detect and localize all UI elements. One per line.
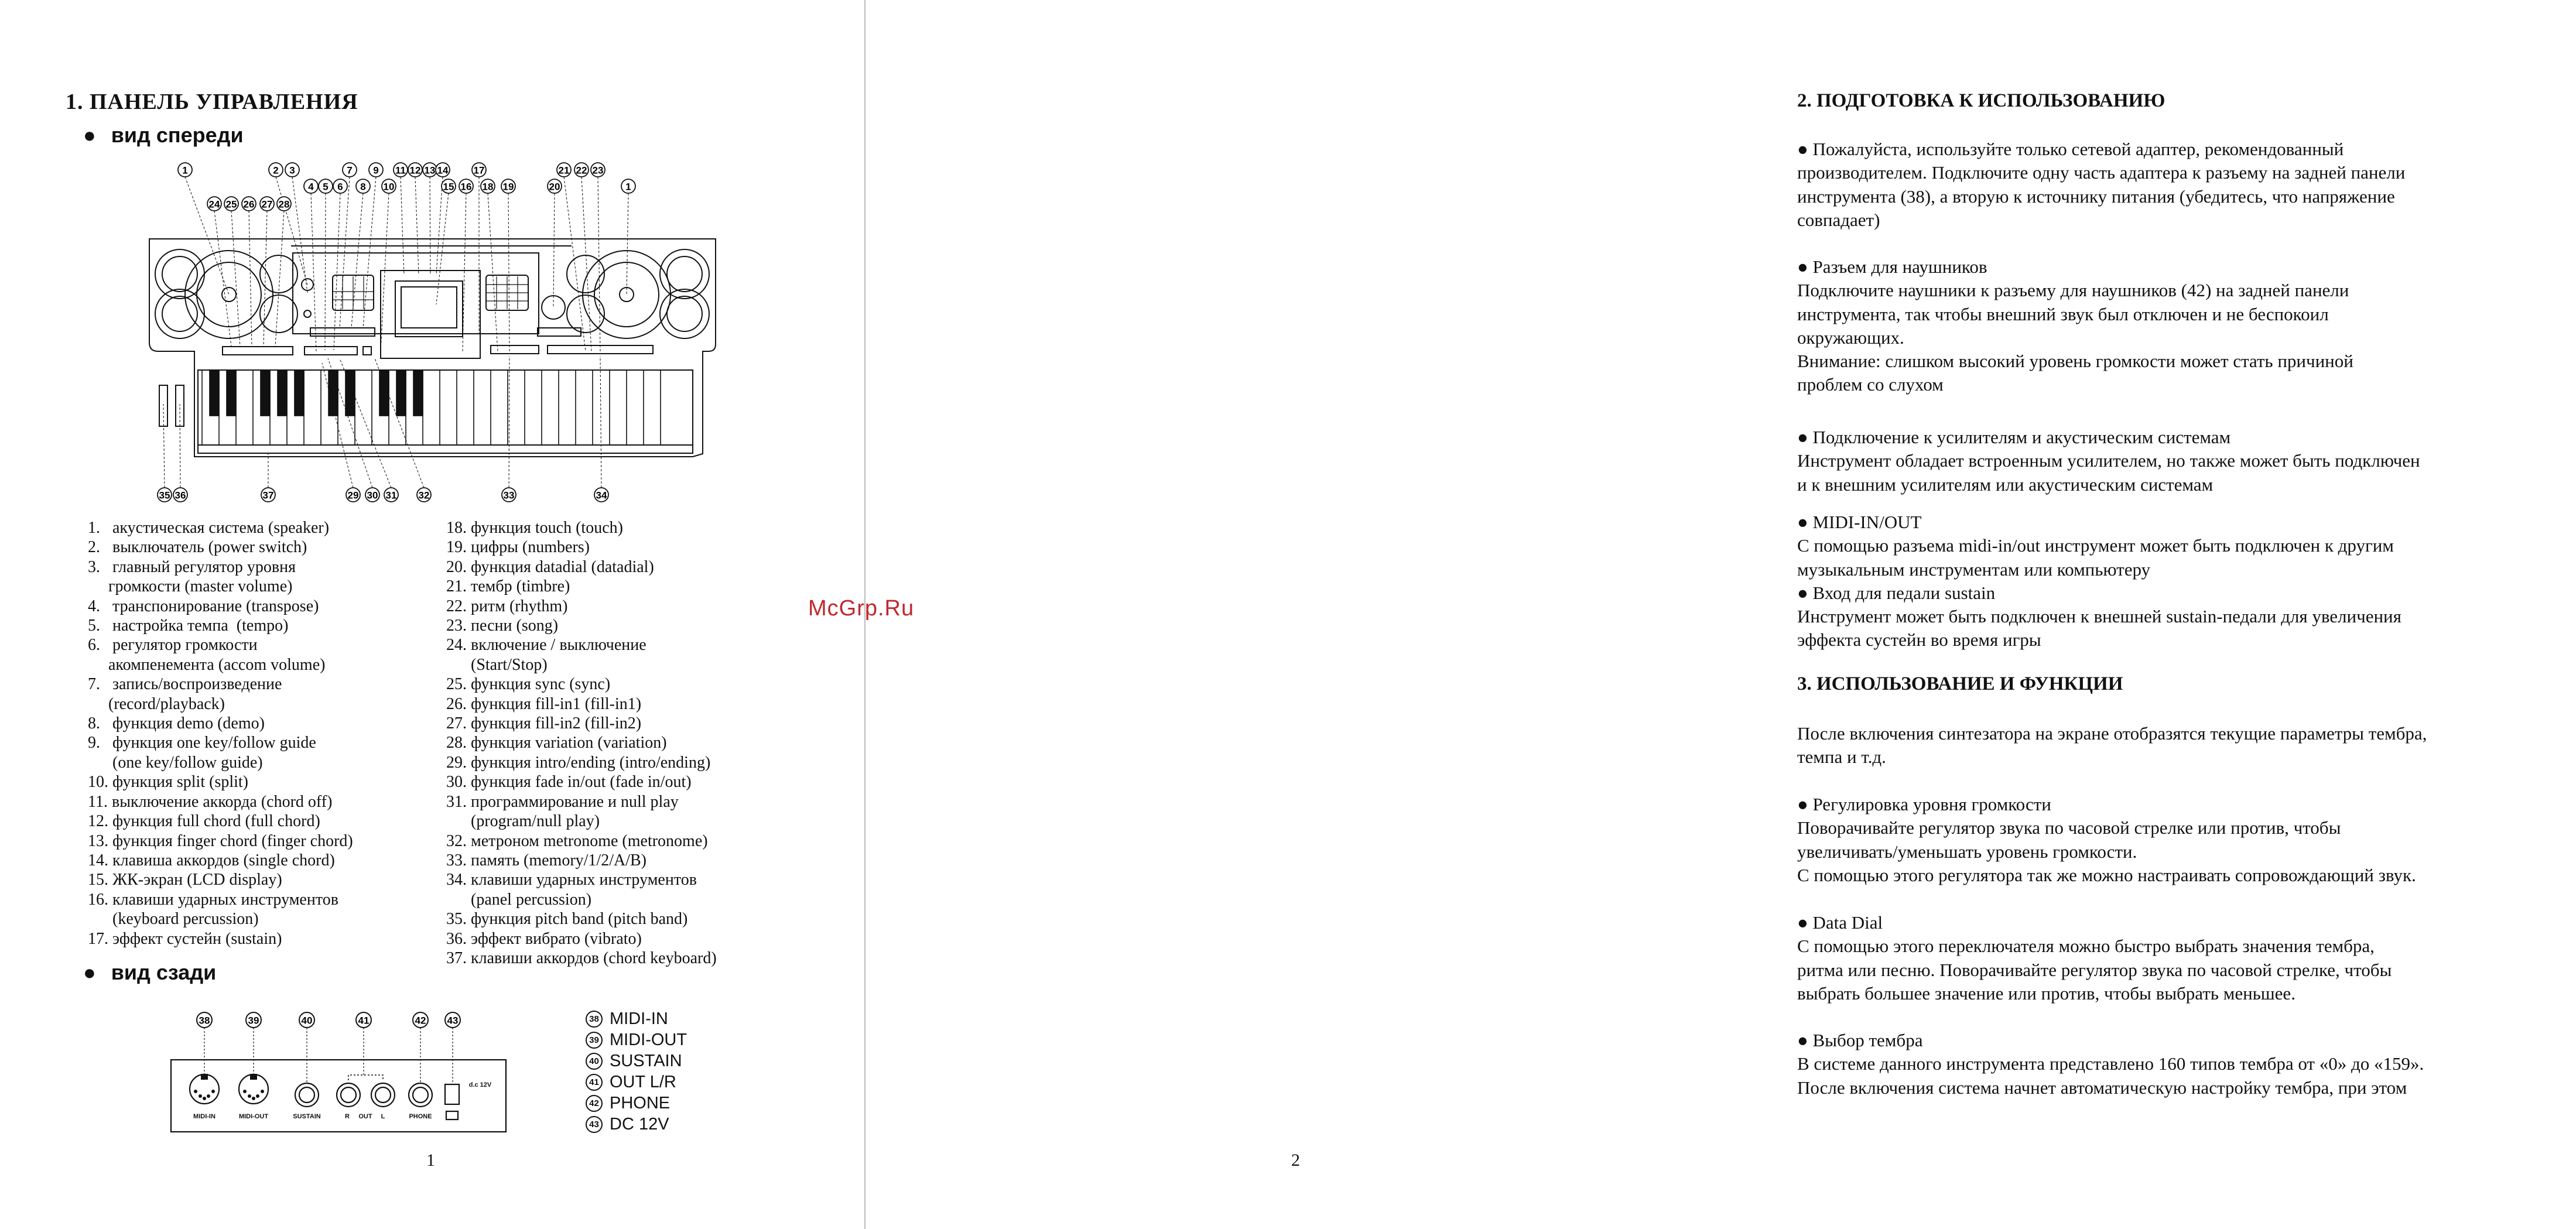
legend-item-number: 5. (88, 617, 112, 635)
rear-legend-number: 38 (586, 1011, 603, 1028)
watermark: McGrp.Ru (808, 596, 915, 621)
legend-item-text: функция fill-in1 (fill-in1) (471, 694, 642, 713)
paragraph-line: После включения система начнет автоматическую настройку тембра, при этом (1797, 1077, 2407, 1098)
legend-item-number: 17. (88, 929, 112, 948)
paragraph (1797, 911, 2576, 1005)
rear-callout-39 (246, 1012, 261, 1074)
paragraph-line: С помощью этого регулятора так же можно настраивать сопровождающий звук. (1797, 864, 2416, 885)
legend-item-text: (record/playback) (108, 694, 225, 713)
section-title-control-panel: 1. ПАНЕЛЬ УПРАВЛЕНИЯ (66, 90, 358, 114)
legend-item-text: функция intro/ending (intro/ending) (471, 753, 711, 772)
legend-item-number: 7. (88, 675, 112, 694)
legend-item-text: функция sync (sync) (471, 675, 611, 694)
paragraph-line: ● Data Dial (1797, 912, 1883, 933)
rear-legend-text: DC 12V (610, 1115, 669, 1134)
legend-item-text: цифры (numbers) (471, 538, 590, 557)
legend-item-number: 22. (446, 597, 471, 615)
svg-text:20: 20 (549, 181, 560, 193)
legend-item-text: функция full chord (full chord) (112, 812, 320, 831)
svg-text:7: 7 (347, 165, 353, 176)
svg-text:24: 24 (208, 198, 220, 210)
legend-item-text: громкости (master volume) (108, 577, 293, 596)
legend-item-text: клавиши ударных инструментов (112, 890, 338, 909)
rear-callout-38 (197, 1012, 212, 1074)
paragraph-line: темпа и т.д. (1797, 747, 1886, 768)
legend-item-number: 32. (446, 831, 471, 850)
legend-item-text: функция demo (demo) (112, 714, 265, 733)
legend-item-number: 1. (88, 519, 112, 537)
paragraph-line: проблем со слухом (1797, 374, 1944, 395)
legend-item-text: (Start/Stop) (471, 655, 548, 674)
legend-item-number: 14. (88, 851, 112, 869)
svg-text:42: 42 (415, 1015, 426, 1026)
right-page (865, 0, 2427, 1229)
rear-legend-item (586, 1114, 687, 1135)
rear-legend-text: OUT L/R (610, 1073, 676, 1091)
rear-label-sustain: SUSTAIN (293, 1113, 321, 1120)
svg-text:13: 13 (424, 165, 436, 176)
rear-legend-item (586, 1029, 687, 1050)
legend-item-number: 15. (88, 871, 112, 889)
legend-item-text: функция fade in/out (fade in/out) (471, 773, 692, 792)
svg-text:22: 22 (576, 165, 587, 176)
svg-text:43: 43 (447, 1015, 459, 1026)
paragraph-line: Инструмент обладает встроенным усилителем, но также может быть подключен (1797, 450, 2420, 471)
paragraph-line: музыкальным инструментам или компьютеру (1797, 559, 2151, 580)
legend-item-text: клавиши ударных инструментов (471, 871, 697, 889)
front-view-heading: ● вид спереди (83, 123, 244, 147)
legend-item-text: клавиша аккордов (single chord) (112, 851, 335, 869)
legend-item-number: 30. (446, 773, 471, 792)
legend-item-text: (keyboard percussion) (112, 910, 259, 929)
paragraph-line: и к внешним усилителям или акустическим системам (1797, 474, 2214, 495)
legend-item-number: 13. (88, 831, 112, 850)
paragraph-line: ● Подключение к усилителям и акустическим системам (1797, 427, 2231, 447)
legend-item-number: 3. (88, 557, 112, 576)
legend-item-number: 26. (446, 694, 471, 713)
legend-item-number: 10. (88, 773, 112, 792)
rear-label-midi-out: MIDI-OUT (238, 1113, 269, 1120)
legend-item-number: 24. (446, 636, 471, 655)
svg-text:19: 19 (502, 181, 514, 193)
legend-item-text: метроном metronome (metronome) (471, 831, 708, 850)
rear-label-l: L (381, 1113, 385, 1120)
legend-item-text: выключение аккорда (chord off) (111, 792, 333, 811)
legend-item-text: функция variation (variation) (471, 734, 667, 752)
svg-text:25: 25 (225, 198, 237, 210)
legend-item-text: эффект сустейн (sustain) (112, 929, 282, 948)
paragraph (1797, 793, 2576, 887)
legend-item-number: 6. (88, 636, 112, 655)
legend-item-text: эффект вибрато (vibrato) (471, 929, 642, 948)
svg-text:28: 28 (278, 198, 290, 210)
svg-text:10: 10 (383, 181, 395, 193)
legend-item-text: акомпенемента (accom volume) (108, 655, 326, 674)
paragraph (1797, 138, 2576, 232)
legend-item-text: запись/воспроизведение (112, 675, 282, 694)
svg-text:35: 35 (159, 489, 170, 501)
svg-text:39: 39 (248, 1015, 259, 1026)
svg-text:11: 11 (395, 165, 406, 176)
svg-text:27: 27 (261, 198, 273, 210)
legend-item-text: клавиши аккордов (chord keyboard) (471, 949, 717, 967)
svg-text:30: 30 (367, 489, 378, 501)
legend-item-number: 36. (446, 929, 471, 948)
paragraph (1797, 1029, 2576, 1100)
rear-view-heading: ● вид сзади (83, 960, 217, 984)
rear-label-r: R (345, 1113, 350, 1120)
rear-label-out: OUT (358, 1113, 372, 1120)
svg-text:38: 38 (199, 1015, 210, 1026)
paragraph-line: После включения синтезатора на экране отобразятся текущие параметры тембра, (1797, 723, 2427, 744)
legend-item-text: тембр (timbre) (471, 577, 570, 596)
paragraph-line: инструмента, так чтобы внешний звук был отключен и не беспокоил (1797, 303, 2329, 324)
rear-legend-number: 39 (586, 1032, 603, 1049)
svg-text:21: 21 (558, 165, 570, 176)
rear-callout-40 (299, 1012, 314, 1083)
paragraph-line: ● Разъем для наушников (1797, 256, 1987, 277)
legend-item-text: функция datadial (datadial) (471, 557, 654, 576)
svg-text:4: 4 (308, 181, 314, 193)
legend-item-text: ЖК-экран (LCD display) (112, 871, 282, 889)
svg-text:17: 17 (473, 165, 485, 176)
svg-text:15: 15 (443, 181, 454, 193)
rear-legend-text: SUSTAIN (610, 1052, 682, 1070)
paragraph-line: ● MIDI-IN/OUT (1797, 512, 1922, 532)
rear-callout-markers (197, 1012, 460, 1084)
paragraph-line: Инструмент может быть подключен к внешней sustain-педали для увеличения (1797, 606, 2401, 627)
legend-item-text: функция fill-in2 (fill-in2) (471, 714, 642, 733)
rear-legend-item (586, 1071, 687, 1093)
rear-legend-text: PHONE (610, 1094, 670, 1112)
legend-item-number: 19. (446, 538, 471, 557)
legend-item-text: (program/null play) (471, 812, 600, 831)
legend-item-number: 23. (446, 617, 471, 635)
legend-item-text: память (memory/1/2/A/B) (471, 851, 646, 869)
legend-item-text: акустическая система (speaker) (112, 519, 330, 537)
svg-text:9: 9 (373, 165, 379, 176)
legend-item-text: функция touch (touch) (471, 519, 623, 537)
svg-text:12: 12 (409, 165, 421, 176)
paragraph-line: Внимание: слишком высокий уровень громкости может стать причиной (1797, 351, 2353, 372)
paragraph-line: инструмента (38), а вторую к источнику питания (убедитесь, что напряжение (1797, 186, 2395, 207)
svg-text:26: 26 (243, 198, 255, 210)
legend-item-number: 35. (446, 910, 471, 929)
rear-callout-41 (356, 1012, 371, 1075)
paragraph (1797, 426, 2576, 497)
paragraph-line: Подключите наушники к разъему для наушников (42) на задней панели (1797, 280, 2349, 301)
legend-item-text: (one key/follow guide) (112, 753, 263, 772)
legend-item-text: песни (song) (471, 617, 559, 635)
legend-item-number: 18. (446, 519, 471, 537)
svg-text:31: 31 (385, 489, 397, 501)
paragraph-line: ритма или песню. Поворачивайте регулятор звука по часовой стрелке, чтобы (1797, 959, 2392, 980)
legend-item-text: функция one key/follow guide (112, 734, 316, 752)
paragraph (1797, 255, 2576, 397)
legend-item-number: 11. (88, 792, 112, 811)
svg-text:23: 23 (592, 165, 604, 176)
legend-item-number: 37. (446, 949, 471, 967)
paragraph (1797, 722, 2576, 769)
svg-text:1: 1 (182, 165, 188, 176)
svg-text:37: 37 (262, 489, 274, 501)
left-page (0, 0, 865, 1229)
legend-item-number: 8. (88, 714, 112, 733)
legend-item-text: включение / выключение (471, 636, 646, 655)
rear-callout-42 (413, 1012, 428, 1083)
legend-item-number: 16. (88, 890, 112, 909)
rear-legend-text: MIDI-OUT (610, 1031, 687, 1049)
rear-legend-item (586, 1008, 687, 1029)
svg-text:8: 8 (360, 181, 366, 193)
svg-text:2: 2 (273, 165, 279, 176)
paragraph-line: эффекта сустейн во время игры (1797, 629, 2041, 651)
legend-item-number: 33. (446, 851, 471, 869)
svg-text:34: 34 (596, 489, 607, 501)
rear-legend-item (586, 1093, 687, 1114)
legend-item-text: (panel percussion) (471, 890, 592, 909)
paragraph-line: В системе данного инструмента представлено 160 типов тембра от «0» до «159». (1797, 1053, 2424, 1074)
paragraph-line: выбрать большее значение или против, чтобы выбрать меньшее. (1797, 982, 2296, 1004)
paragraph-line: С помощью разъема midi-in/out инструмент может быть подключен к другим (1797, 535, 2394, 556)
svg-text:41: 41 (358, 1015, 370, 1026)
paragraph-line: ● Вход для педали sustain (1797, 582, 1996, 603)
paragraph-line: Поворачивайте регулятор звука по часовой стрелке или против, чтобы (1797, 817, 2341, 838)
svg-text:36: 36 (175, 489, 186, 501)
paragraph-line: С помощью этого переключателя можно быстро выбрать значения тембра, (1797, 936, 2375, 957)
paragraph (1797, 511, 2576, 652)
svg-text:33: 33 (503, 489, 515, 501)
rear-legend-text: MIDI-IN (610, 1009, 668, 1028)
svg-text:6: 6 (337, 181, 343, 193)
legend-item-number: 34. (446, 871, 471, 889)
svg-text:14: 14 (437, 165, 449, 176)
legend-item-text: настройка темпа (tempo) (112, 617, 289, 635)
legend-item-text: транспонирование (transpose) (112, 597, 319, 615)
rear-legend (586, 1008, 687, 1135)
rear-legend-number: 43 (586, 1116, 603, 1133)
legend-item-number: 4. (88, 597, 112, 615)
paragraph-line: ● Пожалуйста, используйте только сетевой адаптер, рекомендованный (1797, 139, 2344, 159)
legend-item-number: 9. (88, 734, 112, 752)
rear-label-midi-in: MIDI-IN (193, 1113, 215, 1120)
legend-item-number: 12. (88, 812, 112, 831)
legend-item-text: функция split (split) (112, 773, 248, 792)
legend-item-text: программирование и null play (471, 792, 679, 811)
section-heading: 3. ИСПОЛЬЗОВАНИЕ И ФУНКЦИИ (1797, 673, 2123, 694)
page-number-right: 2 (1291, 1151, 1300, 1170)
legend-item-number: 28. (446, 734, 471, 752)
paragraph-line: ● Выбор тембра (1797, 1030, 1923, 1050)
svg-text:18: 18 (482, 181, 494, 193)
svg-text:32: 32 (418, 489, 430, 501)
paragraph-line: производителем. Подключите одну часть адаптера к разъему на задней панели (1797, 162, 2406, 183)
rear-callout-43 (445, 1012, 460, 1084)
paragraph-line: окружающих. (1797, 327, 1904, 348)
svg-text:40: 40 (301, 1015, 313, 1026)
rear-label-phone: PHONE (409, 1113, 432, 1120)
legend-item-number: 21. (446, 577, 471, 596)
svg-text:16: 16 (460, 181, 472, 193)
legend-item-text: функция finger chord (finger chord) (112, 831, 353, 850)
legend-item-text: ритм (rhythm) (471, 597, 568, 615)
svg-text:29: 29 (347, 489, 359, 501)
page-number-left: 1 (426, 1151, 435, 1170)
rear-legend-item (586, 1050, 687, 1071)
legend-item-text: главный регулятор уровня (112, 557, 296, 576)
rear-panel-diagram (0, 0, 865, 1229)
legend-item-number: 27. (446, 714, 471, 733)
paragraph-line: совпадает) (1797, 209, 1880, 230)
legend-item-text: регулятор громкости (112, 636, 258, 655)
legend-item-text: функция pitch band (pitch band) (471, 910, 688, 929)
legend-item-number: 25. (446, 675, 471, 694)
legend-item-number: 20. (446, 557, 471, 576)
paragraph-line: увеличивать/уменьшать уровень громкости. (1797, 841, 2137, 862)
paragraph-line: ● Регулировка уровня громкости (1797, 794, 2051, 814)
rear-label-dc: d.c 12V (468, 1081, 492, 1088)
section-heading: 2. ПОДГОТОВКА К ИСПОЛЬЗОВАНИЮ (1797, 90, 2166, 111)
svg-text:5: 5 (323, 181, 329, 193)
legend-item-number: 29. (446, 753, 471, 772)
legend-item-number: 2. (88, 538, 112, 557)
svg-text:1: 1 (625, 181, 631, 193)
rear-legend-number: 40 (586, 1053, 603, 1070)
rear-legend-number: 41 (586, 1074, 603, 1091)
rear-legend-number: 42 (586, 1095, 603, 1112)
svg-text:3: 3 (289, 165, 295, 176)
legend-item-number: 31. (446, 792, 471, 811)
legend-item-text: выключатель (power switch) (112, 538, 307, 557)
